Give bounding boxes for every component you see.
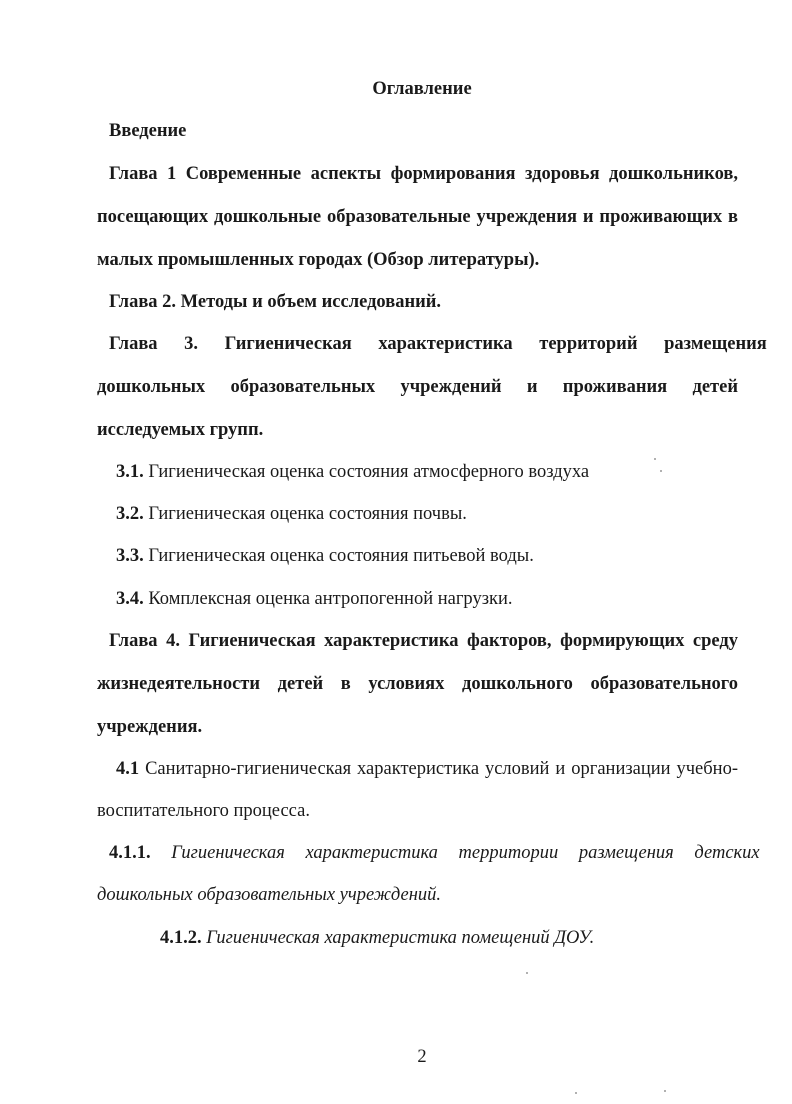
scan-speck [664, 1090, 666, 1092]
toc-s34 [116, 587, 757, 611]
toc-s31-num: 3.1. [116, 462, 144, 482]
toc-ch4-line3: учреждения. [97, 717, 203, 737]
toc-s41-num: 4.1 [116, 759, 140, 779]
scan-speck [575, 1092, 577, 1094]
toc-s33-num: 3.3. [116, 546, 144, 566]
toc-ch1-line1: Глава 1 Современные аспекты формирования здоровья дошкольников, [109, 164, 738, 184]
toc-s41-line1 [116, 757, 738, 781]
toc-s412 [160, 926, 792, 950]
toc-s33 [116, 544, 757, 568]
toc-s32-num: 3.2. [116, 504, 144, 524]
toc-ch1-line3: малых промышленных городах (Обзор литературы). [97, 250, 540, 270]
toc-ch3-line2: дошкольных образовательных учреждений и проживания детей [97, 377, 738, 397]
page-number: 2 [417, 1047, 427, 1067]
scan-speck [526, 972, 528, 974]
toc-s32 [116, 502, 757, 526]
toc-s411-line1 [109, 841, 760, 865]
toc-ch2: Глава 2. Методы и объем исследований. [109, 292, 442, 312]
toc-ch1-line2: посещающих дошкольные образовательные учреждения и проживающих в [97, 207, 738, 227]
toc-s412-num: 4.1.2. [160, 928, 202, 948]
toc-ch3-line3: исследуемых групп. [97, 420, 264, 440]
scan-speck [660, 470, 662, 472]
toc-ch4-line1: Глава 4. Гигиеническая характеристика факторов, формирующих среду [109, 631, 738, 651]
toc-intro: Введение [109, 121, 187, 141]
toc-s31-text: Гигиеническая оценка состояния атмосферного воздуха [143, 462, 590, 482]
toc-s411-text1: Гигиеническая характеристика территории размещения детских [150, 843, 760, 863]
toc-s41-line2: воспитательного процесса. [97, 801, 310, 821]
toc-s411-line2: дошкольных образовательных учреждений. [97, 885, 442, 905]
toc-s411-num: 4.1.1. [109, 843, 151, 863]
toc-s33-text: Гигиеническая оценка состояния питьевой воды. [143, 546, 534, 566]
toc-ch3-line1: Глава 3. Гигиеническая характеристика территорий размещения [109, 334, 767, 354]
toc-s34-num: 3.4. [116, 589, 144, 609]
toc-ch4-line2: жизнедеятельности детей в условиях дошкольного образовательного [97, 674, 738, 694]
scan-speck [654, 458, 656, 460]
toc-title: Оглавление [372, 79, 472, 99]
toc-s31 [116, 460, 757, 484]
toc-s32-text: Гигиеническая оценка состояния почвы. [143, 504, 467, 524]
toc-s412-text: Гигиеническая характеристика помещений ДОУ. [201, 928, 595, 948]
toc-s34-text: Комплексная оценка антропогенной нагрузки. [143, 589, 513, 609]
toc-s41-text1: Санитарно-гигиеническая характеристика условий и организации учебно- [139, 759, 738, 779]
